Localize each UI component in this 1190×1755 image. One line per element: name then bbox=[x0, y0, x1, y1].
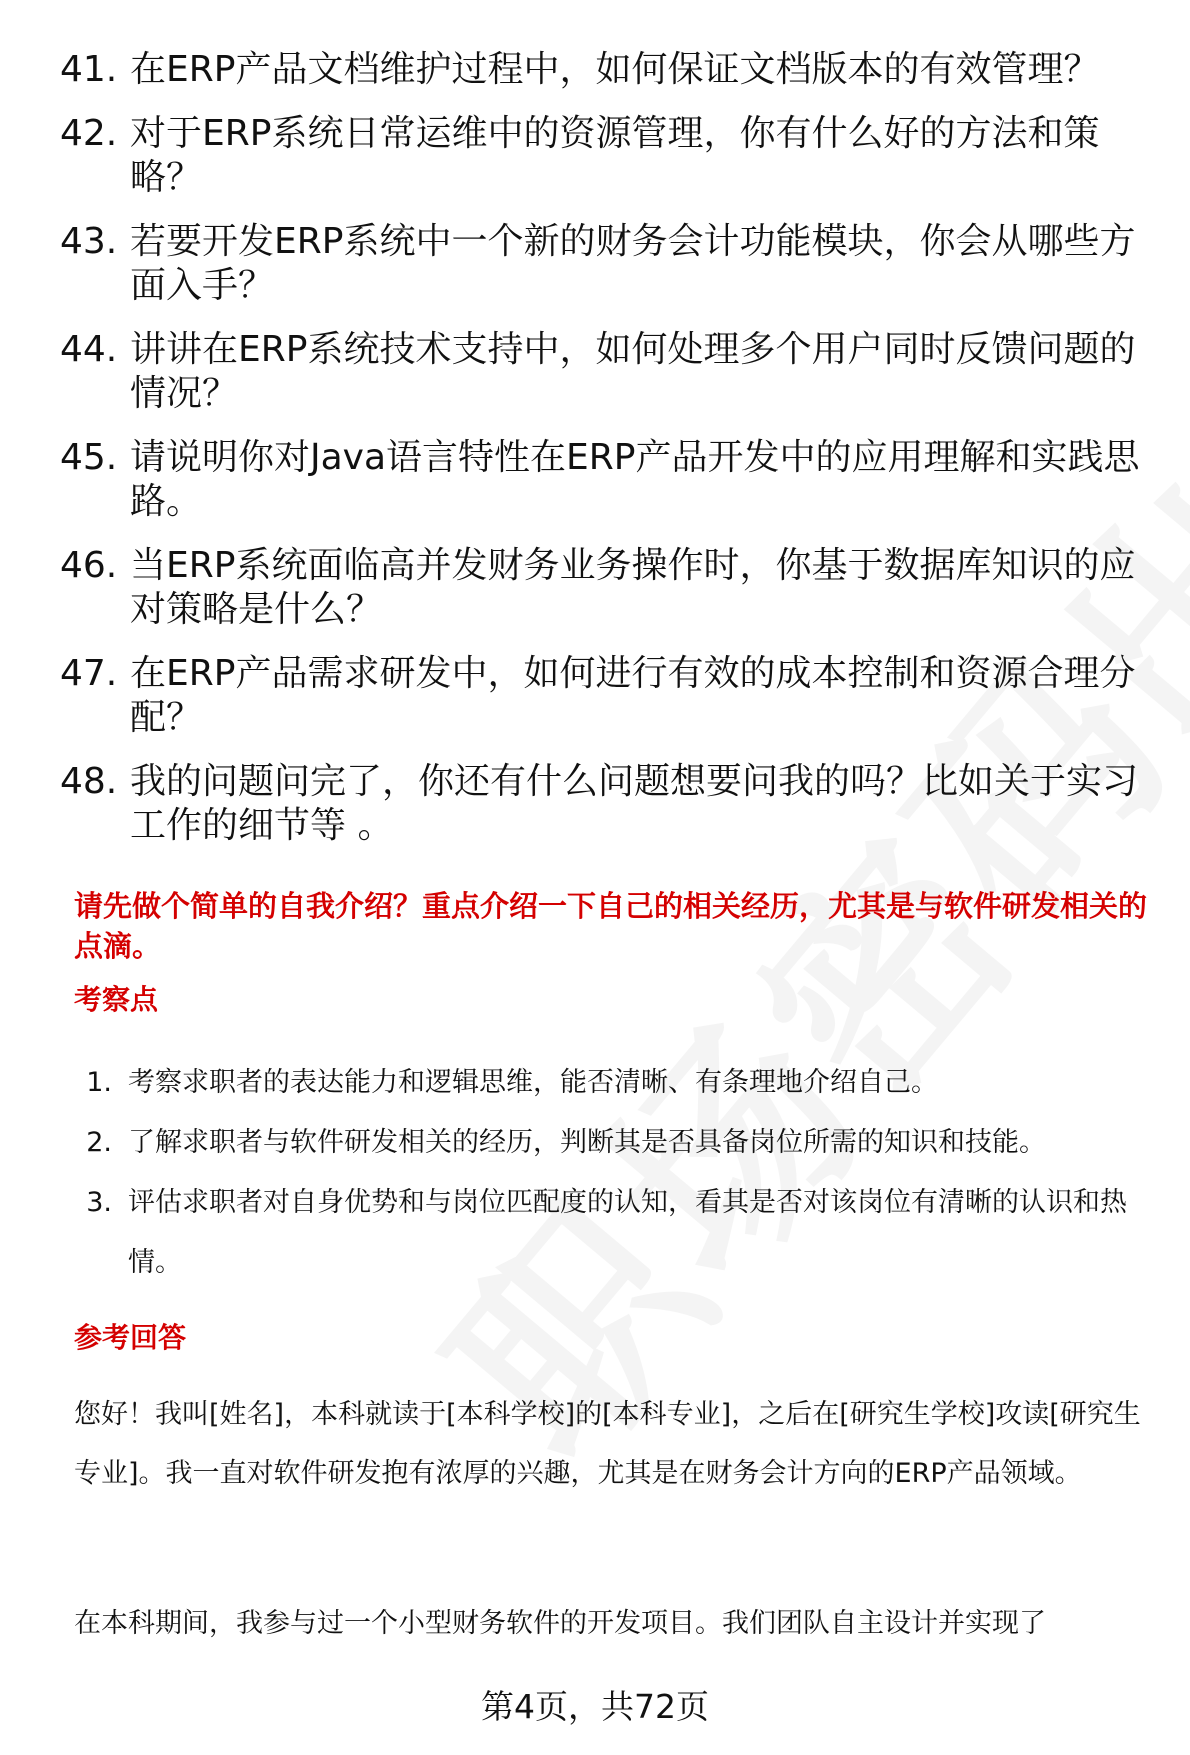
question-number: 45. bbox=[60, 437, 118, 478]
checkpoint-number: 3. bbox=[86, 1187, 112, 1218]
answer-heading: 参考回答 bbox=[74, 1321, 187, 1354]
checkpoints-heading-section bbox=[74, 980, 1154, 1020]
checkpoint-item bbox=[74, 1173, 1154, 1293]
answer-paragraph bbox=[74, 1594, 1154, 1653]
question-number: 48. bbox=[60, 761, 118, 802]
checkpoints-heading: 考察点 bbox=[74, 983, 159, 1016]
answer-heading-section bbox=[74, 1318, 1154, 1358]
question-list bbox=[60, 48, 1160, 868]
question-item bbox=[60, 760, 1160, 848]
checkpoint-number: 2. bbox=[86, 1127, 112, 1158]
checkpoint-item bbox=[74, 1113, 1154, 1173]
checkpoint-text: 了解求职者与软件研发相关的经历，判断其是否具备岗位所需的知识和技能。 bbox=[128, 1127, 1046, 1158]
question-text: 在ERP产品需求研发中，如何进行有效的成本控制和资源合理分配？ bbox=[130, 653, 1136, 738]
question-item bbox=[60, 544, 1160, 632]
question-number: 42. bbox=[60, 113, 118, 154]
question-text: 我的问题问完了，你还有什么问题想要问我的吗？比如关于实习工作的细节等 。 bbox=[130, 761, 1139, 846]
question-text: 请说明你对Java语言特性在ERP产品开发中的应用理解和实践思路。 bbox=[130, 437, 1140, 522]
question-item bbox=[60, 48, 1160, 92]
focus-question-section bbox=[74, 886, 1154, 966]
question-number: 46. bbox=[60, 545, 118, 586]
question-text: 在ERP产品文档维护过程中，如何保证文档版本的有效管理？ bbox=[130, 49, 1100, 90]
focus-question: 请先做个简单的自我介绍？重点介绍一下自己的相关经历，尤其是与软件研发相关的点滴。 bbox=[74, 889, 1148, 963]
checkpoint-text: 评估求职者对自身优势和与岗位匹配度的认知，看其是否对该岗位有清晰的认识和热情。 bbox=[128, 1187, 1127, 1278]
question-number: 43. bbox=[60, 221, 118, 262]
answer-paragraph bbox=[74, 1385, 1154, 1503]
question-text: 对于ERP系统日常运维中的资源管理，你有什么好的方法和策略？ bbox=[130, 113, 1100, 198]
page-footer: 第4页，共72页 bbox=[481, 1687, 709, 1726]
question-text: 讲讲在ERP系统技术支持中，如何处理多个用户同时反馈问题的情况？ bbox=[130, 329, 1136, 414]
question-number: 47. bbox=[60, 653, 118, 694]
question-number: 41. bbox=[60, 49, 118, 90]
question-number: 44. bbox=[60, 329, 118, 370]
question-item bbox=[60, 436, 1160, 524]
answer-paragraph-text: 在本科期间，我参与过一个小型财务软件的开发项目。我们团队自主设计并实现了 bbox=[74, 1608, 1046, 1639]
question-text: 若要开发ERP系统中一个新的财务会计功能模块，你会从哪些方面入手？ bbox=[130, 221, 1136, 306]
checkpoint-item bbox=[74, 1053, 1154, 1113]
question-item bbox=[60, 652, 1160, 740]
question-text: 当ERP系统面临高并发财务业务操作时，你基于数据库知识的应对策略是什么？ bbox=[130, 545, 1136, 630]
question-item bbox=[60, 328, 1160, 416]
checkpoints-list bbox=[74, 1053, 1154, 1293]
answer-paragraph-text: 您好！我叫[姓名]，本科就读于[本科学校]的[本科专业]，之后在[研究生学校]攻读[研究生专业]。我一直对软件研发抱有浓厚的兴趣，尤其是在财务会计方向的ERP产品领域。 bbox=[74, 1399, 1141, 1489]
question-item bbox=[60, 220, 1160, 308]
question-item bbox=[60, 112, 1160, 200]
checkpoint-number: 1. bbox=[86, 1067, 112, 1098]
checkpoint-text: 考察求职者的表达能力和逻辑思维，能否清晰、有条理地介绍自己。 bbox=[128, 1067, 938, 1098]
